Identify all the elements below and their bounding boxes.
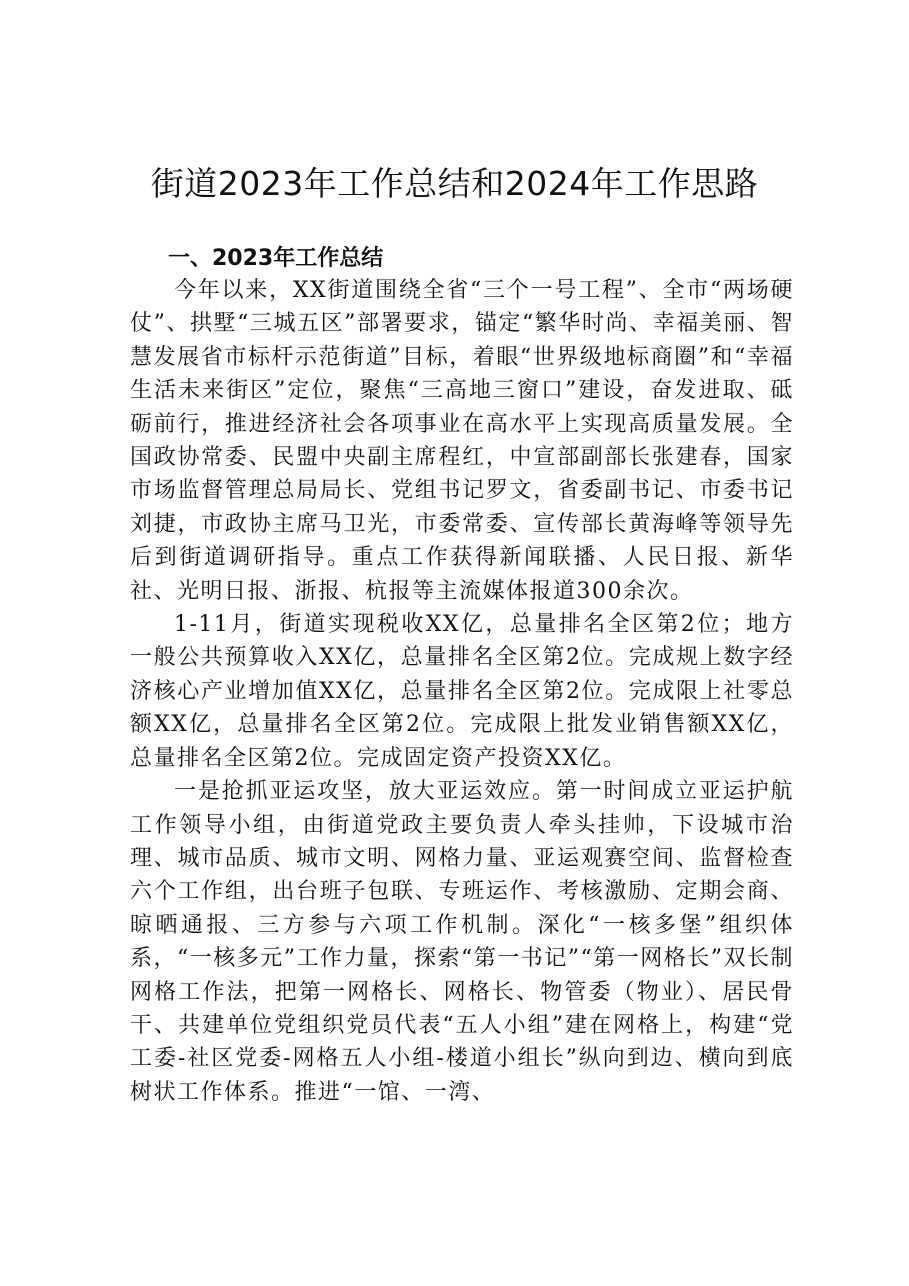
paragraph-asian-games: 一是抢抓亚运攻坚，放大亚运效应。第一时间成立亚运护航工作领导小组，由街道党政主要负责人牵头挂帅，下设城市治理、城市品质、城市文明、网格力量、亚运观赛空间、监督检查六个工作组，出台班子包联、专班运作、考核激励、定期会商、晾晒通报、三方参与六项工作机制。深化“一核多堡”组织体系，“一核多元”工作力量，探索“第一书记”“第一网格长”双长制网格工作法，把第一网格长、网格长、物管委（物业）、居民骨干、共建单位党组织党员代表“五人小组”建在网格上，构建“党工委-社区党委-网格五人小组-楼道小组长”纵向到边、横向到底树状工作体系。推进“一馆、一湾、 — [130, 779, 794, 1105]
section-heading: 一、2023年工作总结 — [168, 246, 384, 271]
paragraph-statistics: 1-11月，街道实现税收XX亿，总量排名全区第2位；地方一般公共预算收入XX亿，总量排名全区第2位。完成规上数字经济核心产业增加值XX亿，总量排名全区第2位。完成限上社零总额XX亿，总量排名全区第2位。完成限上批发业销售额XX亿，总量排名全区第2位。完成固定资产投资XX亿。 — [130, 612, 794, 771]
document-body — [130, 274, 794, 1109]
paragraph-intro: 今年以来，XX街道围绕全省“三个一号工程”、全市“两场硬仗”、拱墅“三城五区”部署要求，锚定“繁华时尚、幸福美丽、智慧发展省市标杆示范街道”目标，着眼“世界级地标商圈”和“幸福生活未来街区”定位，聚焦“三高地三窗口”建设，奋发进取、砥砺前行，推进经济社会各项事业在高水平上实现高质量发展。全国政协常委、民盟中央副主席程红，中宣部副部长张建春，国家市场监督管理总局局长、党组书记罗文，省委副书记、市委书记刘捷，市政协主席马卫光，市委常委、宣传部长黄海峰等领导先后到街道调研指导。重点工作获得新闻联播、人民日报、新华社、光明日报、浙报、杭报等主流媒体报道300余次。 — [130, 278, 794, 604]
document-title: 街道2023年工作总结和2024年工作思路 — [150, 164, 759, 203]
